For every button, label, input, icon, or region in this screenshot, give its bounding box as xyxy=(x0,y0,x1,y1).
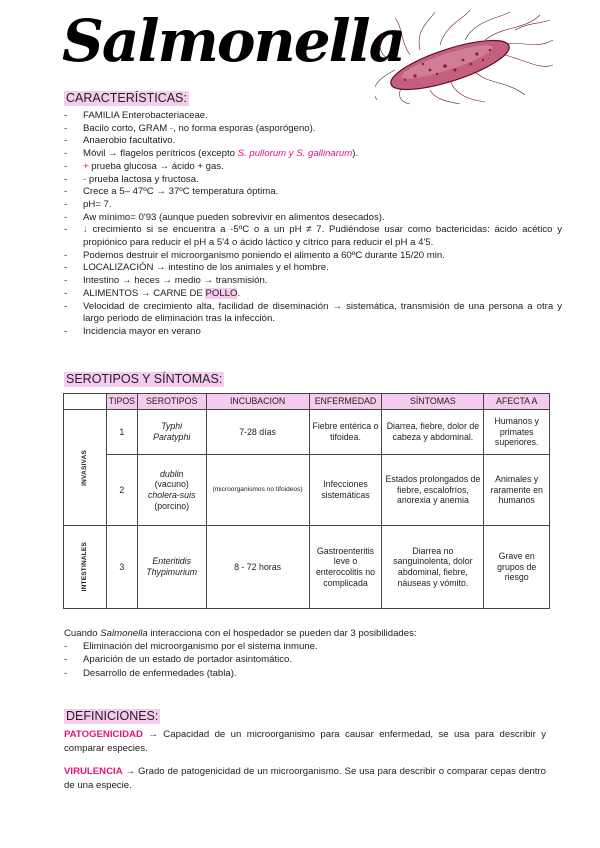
list-item: - LOCALIZACIÓN → intestino de los animales y el hombre. xyxy=(64,262,562,275)
down-arrow-icon: ↓ xyxy=(83,224,88,236)
features-list xyxy=(64,110,562,339)
cell-incubacion: (microorganismos no tifoideos) xyxy=(206,455,309,526)
cell-tipo: 2 xyxy=(106,455,137,526)
list-item: - Crece a 5– 47ºC → 37ºC temperatura óptima. xyxy=(64,186,562,199)
list-item: - Eliminación del microorganismo por el sistema inmune. xyxy=(64,640,564,653)
table-row xyxy=(64,455,550,526)
list-item: - Aw mínimo= 0'93 (aunque pueden sobrevivir en alimentos desecados). xyxy=(64,212,562,225)
cell-incubacion: 7-28 días xyxy=(206,410,309,455)
page-title: Salmonella xyxy=(62,7,405,75)
header-serotipos: SEROTIPOS xyxy=(137,394,206,410)
section-heading-definiciones: DEFINICIONES: xyxy=(66,709,159,723)
list-item: - pH= 7. xyxy=(64,199,562,212)
header-enfermedad: ENFERMEDAD xyxy=(309,394,382,410)
interaction-list xyxy=(64,640,564,680)
table-header-row xyxy=(64,394,550,410)
header-incubacion: INCUBACION xyxy=(206,394,309,410)
header-sintomas: SÍNTOMAS xyxy=(382,394,484,410)
section-heading-caracteristicas: CARACTERÍSTICAS: xyxy=(66,91,187,105)
header-tipos: TIPOS xyxy=(106,394,137,410)
cell-sintomas: Diarrea no sanguinolenta, dolor abdominal, fiebre, náuseas y vómito. xyxy=(382,526,484,609)
term-virulencia: VIRULENCIA xyxy=(64,766,123,777)
table-row xyxy=(64,526,550,609)
table-row xyxy=(64,410,550,455)
definition-patogenicidad: PATOGENICIDAD → Capacidad de un microorganismo para causar enfermedad, se usa para describir y comparar especies. xyxy=(64,729,546,755)
cell-incubacion: 8 - 72 horas xyxy=(206,526,309,609)
section-heading-serotipos: SEROTIPOS Y SÍNTOMAS: xyxy=(66,372,223,386)
cell-tipo: 3 xyxy=(106,526,137,609)
list-item: - Aparición de un estado de portador asintomático. xyxy=(64,653,564,666)
cell-tipo: 1 xyxy=(106,410,137,455)
cell-sintomas: Diarrea, fiebre, dolor de cabeza y abdominal. xyxy=(382,410,484,455)
header-blank xyxy=(64,394,107,410)
list-item: - Incidencia mayor en verano xyxy=(64,326,562,339)
definition-virulencia: VIRULENCIA → Grado de patogenicidad de un microorganismo. Se usa para describir o comparar cepas dentro de una especie. xyxy=(64,766,546,792)
header-afecta: AFECTA A xyxy=(484,394,550,410)
cell-afecta: Grave en grupos de riesgo xyxy=(484,526,550,609)
list-item: - - prueba lactosa y fructosa. xyxy=(64,174,562,187)
interaction-paragraph xyxy=(64,627,564,680)
cell-enfermedad: Gastroenteritis leve o enterocolitis no complicada xyxy=(309,526,382,609)
cell-serotipo: Typhi Paratyphi xyxy=(137,410,206,455)
list-item: - Bacilo corto, GRAM -, no forma esporas (asporógeno). xyxy=(64,123,562,136)
term-patogenicidad: PATOGENICIDAD xyxy=(64,729,143,740)
serotypes-table xyxy=(63,393,550,609)
group-invasivas: INVASIVAS xyxy=(64,410,107,526)
list-item: - FAMILIA Enterobacteriaceae. xyxy=(64,110,562,123)
cell-afecta: Animales y raramente en humanos xyxy=(484,455,550,526)
list-item: - Desarrollo de enfermedades (tabla). xyxy=(64,667,564,680)
salmonella-bacterium-illustration xyxy=(375,10,555,105)
cell-serotipo: Enteritidis Thypimurium xyxy=(137,526,206,609)
list-item: - + prueba glucosa → ácido + gas. xyxy=(64,161,562,174)
list-item: - ↓ crecimiento si se encuentra a -5ºC o a un pH ≠ 7. Pudiéndose usar como bactericidas: ácido acético y propiónico para reducir el pH a 5'4 o ácido láctico y cítrico para reducir el pH a 4'5. xyxy=(64,224,562,249)
list-item: - Intestino → heces → medio → transmisión. xyxy=(64,275,562,288)
interaction-intro: Cuando Salmonella interacciona con el hospedador se pueden dar 3 posibilidades: xyxy=(64,628,417,639)
cell-serotipo: dublin (vacuno) cholera-suis (porcino) xyxy=(137,455,206,526)
cell-afecta: Humanos y primates superiores. xyxy=(484,410,550,455)
list-item: - Móvil → flagelos perítricos (excepto S. pullorum y S. gallinarum). xyxy=(64,148,562,161)
list-item: - ALIMENTOS → CARNE DE POLLO. xyxy=(64,288,562,301)
cell-sintomas: Estados prolongados de fiebre, escalofríos, anorexia y anemia xyxy=(382,455,484,526)
group-intestinales: INTESTINALES xyxy=(64,526,107,609)
list-item: - Anaerobio facultativo. xyxy=(64,135,562,148)
cell-enfermedad: Infecciones sistemáticas xyxy=(309,455,382,526)
cell-enfermedad: Fiebre entérica o tifoidea. xyxy=(309,410,382,455)
list-item: - Velocidad de crecimiento alta, facilidad de diseminación → sistemática, transmisión de una persona a otra y largo periodo de eliminación tras la infección. xyxy=(64,301,562,326)
list-item: - Podemos destruir el microorganismo poniendo el alimento a 60ºC durante 15/20 min. xyxy=(64,250,562,263)
